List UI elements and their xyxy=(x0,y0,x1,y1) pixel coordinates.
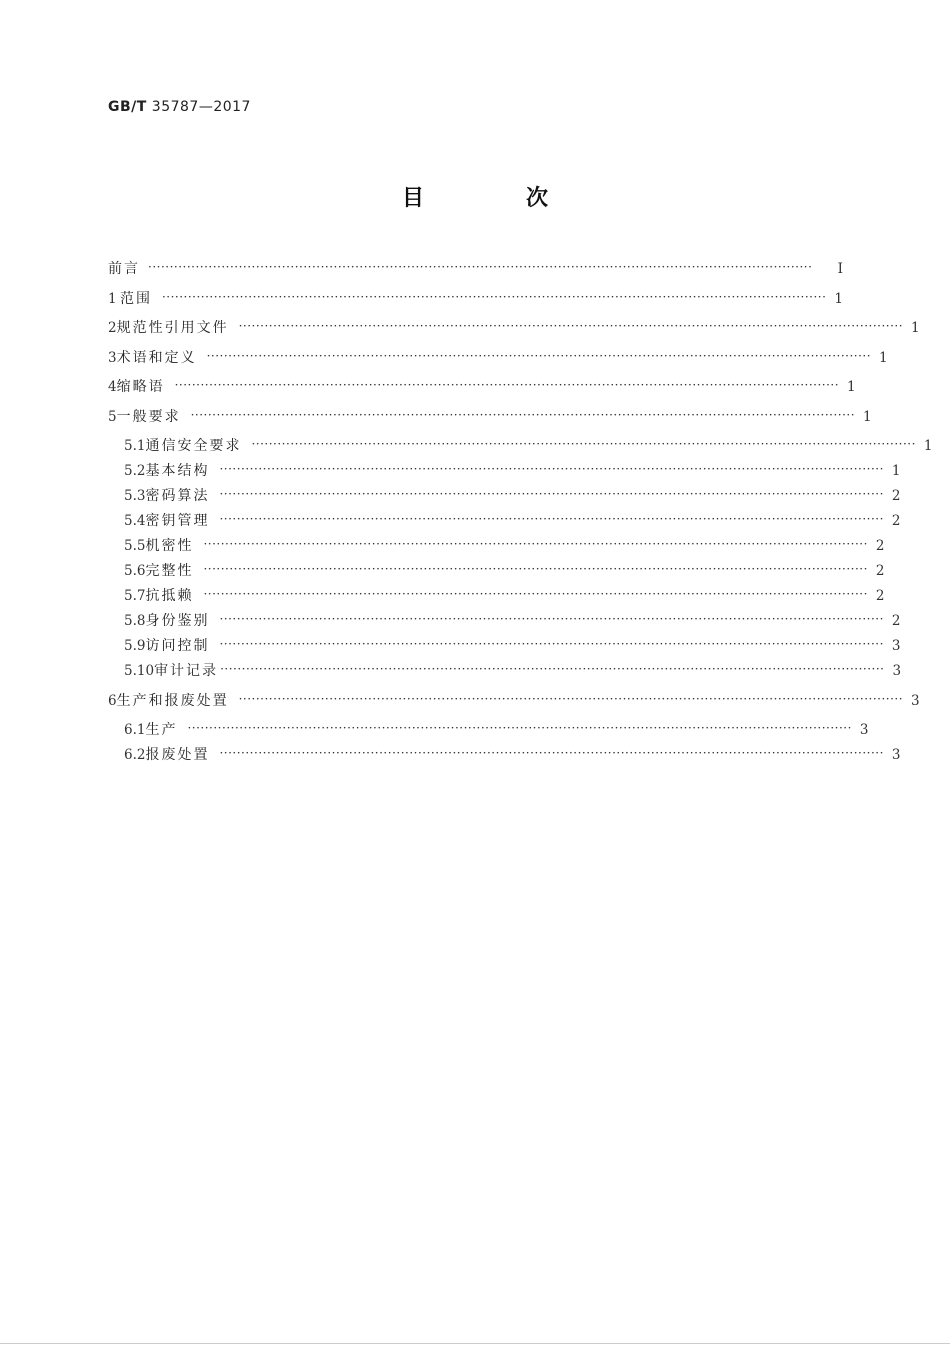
toc-leader-dots: ·························································································································································· xyxy=(174,378,840,392)
toc-entry-label: 生产和报废处置 xyxy=(116,692,229,709)
toc-entry-number: 3 xyxy=(108,349,117,366)
toc-page-number: Ⅰ xyxy=(837,261,843,277)
toc-entry-number: 6.1 xyxy=(124,722,146,738)
toc-entry-number: 5.9 xyxy=(124,638,146,654)
toc-entry-6-2[interactable] xyxy=(108,744,901,769)
toc-entry-label: 密钥管理 xyxy=(145,513,210,529)
toc-leader-dots: ·························································································································································· xyxy=(219,512,884,526)
standard-number: 35787—2017 xyxy=(151,99,251,115)
toc-entry-5-3[interactable] xyxy=(108,485,901,510)
toc-leader-dots: ·························································································································································· xyxy=(220,662,885,676)
standard-prefix: GB/T xyxy=(108,99,147,115)
toc-leader-dots: ·························································································································································· xyxy=(161,289,827,304)
page-bottom-rule xyxy=(0,1343,950,1344)
toc-page-number: 2 xyxy=(875,538,885,554)
toc-entry-label: 规范性引用文件 xyxy=(116,320,229,336)
toc-page-number: 1 xyxy=(834,290,843,307)
toc-leader-dots: ·························································································································································· xyxy=(219,637,884,651)
toc-entry-5-9[interactable] xyxy=(108,635,901,660)
toc-entry-number: 5.8 xyxy=(124,613,146,629)
toc-entry-5-5[interactable] xyxy=(108,535,885,560)
toc-leader-dots: ·························································································································································· xyxy=(219,746,884,760)
toc-page-number: 1 xyxy=(847,379,856,395)
toc-entry-label: 术语和定义 xyxy=(116,349,197,366)
toc-entry-label: 基本结构 xyxy=(145,463,210,479)
toc-entry-5-7[interactable] xyxy=(108,585,885,610)
toc-entry-5-6[interactable] xyxy=(108,560,885,585)
toc-entry-label: 密码算法 xyxy=(145,488,210,504)
toc-entry-5-10[interactable] xyxy=(108,660,902,685)
toc-entry-number: 5.5 xyxy=(124,538,146,554)
toc-entry-number: 5.10 xyxy=(124,663,155,679)
toc-entry-number: 5.6 xyxy=(124,563,146,579)
toc-page-number: 1 xyxy=(891,463,901,479)
toc-leader-dots: ·························································································································································· xyxy=(238,691,904,706)
toc-page-number: 1 xyxy=(923,438,933,454)
toc-entry-label: 完整性 xyxy=(145,563,194,579)
toc-title: 目 次 xyxy=(401,186,588,211)
toc-page-number: 1 xyxy=(911,320,920,336)
toc-entry-label: 机密性 xyxy=(145,538,194,554)
toc-entry-5[interactable] xyxy=(108,406,872,436)
toc-entry-label: 通信安全要求 xyxy=(145,438,242,454)
toc-leader-dots: ·························································································································································· xyxy=(219,487,884,501)
toc-leader-dots: ·························································································································································· xyxy=(203,562,868,576)
toc-entry-number: 5.1 xyxy=(124,438,146,454)
toc-entry-number: 5.4 xyxy=(124,513,146,529)
toc-entry-label: 报废处置 xyxy=(145,747,210,763)
toc-entry-number: 2 xyxy=(108,320,117,336)
toc-entry-5-1[interactable] xyxy=(108,435,933,460)
toc-entry-label: 生产 xyxy=(145,722,178,738)
toc-page-number: 2 xyxy=(891,613,901,629)
toc-entry-number: 5.2 xyxy=(124,463,146,479)
toc-page-number: 2 xyxy=(891,513,901,529)
toc-entry-1[interactable] xyxy=(108,288,843,318)
toc-leader-dots: ·························································································································································· xyxy=(219,462,884,476)
toc-entry-label: 审计记录 xyxy=(154,663,219,679)
toc-leader-dots: ·························································································································································· xyxy=(203,587,868,601)
toc-entry-number: 6 xyxy=(108,692,117,709)
toc-entry-number: 5.3 xyxy=(124,488,146,504)
toc-leader-dots: ·························································································································································· xyxy=(190,407,856,422)
toc-entry-label: 缩略语 xyxy=(116,379,165,395)
toc-page-number: 3 xyxy=(911,692,920,709)
toc-leader-dots: ·························································································································································· xyxy=(206,348,872,363)
toc-entry-2[interactable] xyxy=(108,317,920,347)
toc-entry-5-2[interactable] xyxy=(108,460,901,485)
toc-page-number: 3 xyxy=(891,747,901,763)
toc-page-number: 1 xyxy=(863,408,872,425)
toc-page-number: 1 xyxy=(879,349,888,366)
toc-entry-number: 5 xyxy=(108,408,117,425)
toc-page-number: 2 xyxy=(891,488,901,504)
toc-entry-4[interactable] xyxy=(108,376,856,406)
toc-leader-dots: ·························································································································································· xyxy=(219,612,884,626)
toc-entry-label: 一般要求 xyxy=(116,408,181,425)
toc-entry-3[interactable] xyxy=(108,347,888,377)
toc-page-number: 3 xyxy=(859,722,869,738)
toc-entry-number: 4 xyxy=(108,379,117,395)
toc-leader-dots: ·························································································································································· xyxy=(187,721,852,735)
toc-page-number: 3 xyxy=(891,638,901,654)
toc-entry-6-1[interactable] xyxy=(108,719,869,744)
toc-entry-5-4[interactable] xyxy=(108,510,901,535)
toc-entry-foreword[interactable] xyxy=(108,258,843,288)
toc-leader-dots: ·························································································································································· xyxy=(148,260,813,274)
toc-entry-number: 6.2 xyxy=(124,747,146,763)
toc-entry-label: 抗抵赖 xyxy=(145,588,194,604)
toc-page-number: 2 xyxy=(875,588,885,604)
toc-entry-label: 访问控制 xyxy=(145,638,210,654)
toc-page-number: 2 xyxy=(875,563,885,579)
toc-entry-label: 前言 xyxy=(108,261,140,277)
toc-page-number: 3 xyxy=(892,663,902,679)
toc-leader-dots: ·························································································································································· xyxy=(251,437,916,451)
toc-leader-dots: ·························································································································································· xyxy=(238,319,904,333)
toc-entry-number: 1 xyxy=(108,290,117,307)
toc-entry-5-8[interactable] xyxy=(108,610,901,635)
table-of-contents xyxy=(108,258,933,769)
toc-leader-dots: ·························································································································································· xyxy=(203,537,868,551)
toc-entry-number: 5.7 xyxy=(124,588,146,604)
toc-entry-6[interactable] xyxy=(108,690,920,720)
toc-entry-label: 范围 xyxy=(119,290,152,307)
toc-entry-label: 身份鉴别 xyxy=(145,613,210,629)
standard-code xyxy=(108,99,251,115)
